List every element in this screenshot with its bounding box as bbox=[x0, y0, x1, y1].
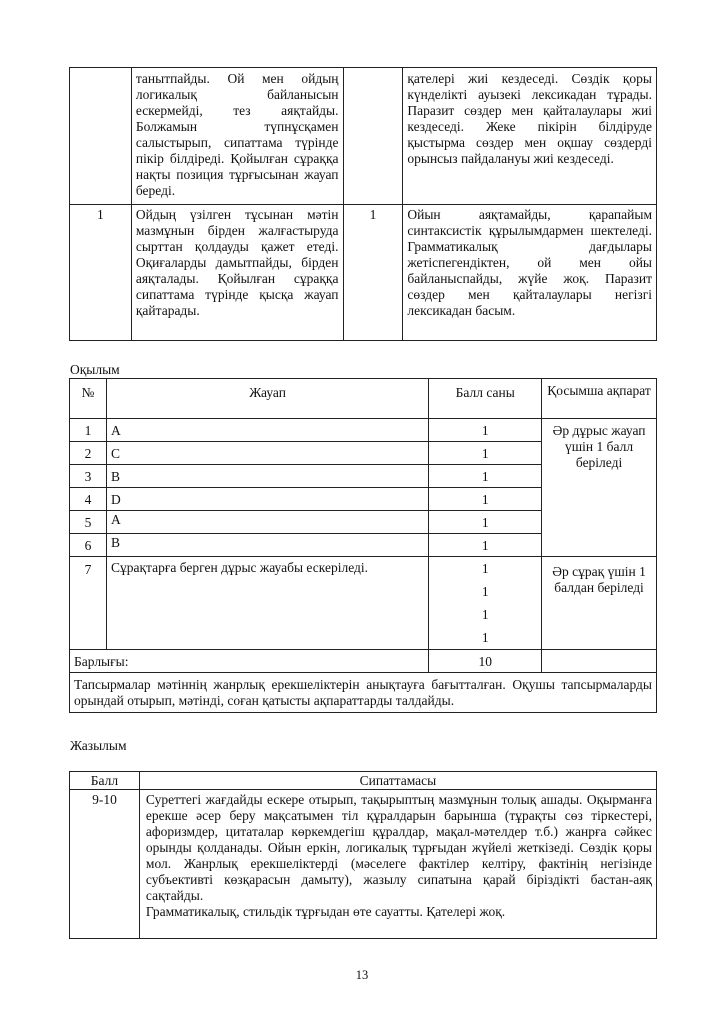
header-number: № bbox=[70, 379, 107, 419]
extra-info-note: Әр дұрыс жауап үшін 1 балл беріледі bbox=[542, 419, 657, 557]
header-points: Балл саны bbox=[429, 379, 542, 419]
reading-answers-table bbox=[69, 378, 657, 713]
footer-row bbox=[70, 673, 657, 713]
header-score: Балл bbox=[70, 772, 140, 790]
reading-footer-text: Тапсырмалар мәтіннің жанрлық ерекшеліктерін анықтауға бағытталған. Оқушы тапсырмаларды орындай отырып, мәтінді, соған қатысты ақпараттарды талдайды. bbox=[70, 673, 657, 713]
row-points: 1 bbox=[429, 465, 542, 488]
header-answer: Жауап bbox=[106, 379, 428, 419]
table-header-row bbox=[70, 772, 657, 790]
row-points: 1 bbox=[481, 561, 489, 576]
row-points: 1 bbox=[429, 488, 542, 511]
score-cell: 9-10 bbox=[70, 790, 140, 939]
criteria-text-left: Ойдың үзілген тұсынан мәтін мазмұнын бірден жалғастыруда сырттан қолдауды қажет етеді. Оқиғаларды дамытпайды, бірден аяқталады. Қойылған сұраққа сипаттама түрінде қысқа жауап қайтарады. bbox=[131, 205, 343, 341]
table-header-row bbox=[70, 379, 657, 419]
table-row bbox=[70, 68, 657, 205]
row-points: 1 bbox=[481, 584, 489, 599]
description-text-2: Грамматикалық, стильдік тұрғыдан өте сауатты. Қателері жоқ. bbox=[145, 904, 506, 919]
criteria-text-left: танытпайды. Ой мен ойдың логикалық байланысын ескермейді, тез аяқтайды. Болжамын түпнұсқамен салыстырып, сипаттама түрінде пікір білдіреді. Қойылған сұраққа нақты позиция тұрғысынан жауап береді. bbox=[131, 68, 343, 205]
total-row bbox=[70, 650, 657, 673]
table-row bbox=[70, 790, 657, 939]
extra-info-note: Әр сұрақ үшін 1 балдан беріледі bbox=[542, 557, 657, 650]
row-answer: D bbox=[106, 488, 428, 511]
row-answer: A bbox=[106, 419, 428, 442]
row-points: 1 bbox=[429, 442, 542, 465]
criteria-text-right: Ойын аяқтамайды, қарапайым синтаксистік құрылымдармен шектеледі. Грамматикалық дағдылары жетіспегендіктен, ой мен ойы байланыспайды, жүйе жоқ. Паразит сөздер мен қайталаулары негізгі лексикадан басым. bbox=[403, 205, 657, 341]
header-description: Сипаттамасы bbox=[139, 772, 656, 790]
row-points: 1 bbox=[429, 419, 542, 442]
total-label: Барлығы: bbox=[70, 650, 429, 673]
reading-section-title: Оқылым bbox=[70, 362, 120, 377]
score-cell: 1 bbox=[70, 205, 132, 341]
row-number: 7 bbox=[70, 557, 107, 650]
row-answer: C bbox=[106, 442, 428, 465]
header-extra-info: Қосымша ақпарат bbox=[542, 379, 657, 419]
description-cell bbox=[139, 790, 656, 939]
writing-section-title: Жазылым bbox=[70, 738, 127, 753]
page-number: 13 bbox=[355, 968, 369, 982]
writing-criteria-table bbox=[69, 771, 657, 939]
row-number: 5 bbox=[70, 511, 107, 534]
criteria-text-right: қателері жиі кездеседі. Сөздік қоры күнделікті ауызекі лексикадан тұрады. Паразит сөздер мен қайталаулары жиі кездеседі. Жеке пікірін білдіруде қыстырма сөздер мен оқшау сөздерді орынсыз пайдалануы жиі кездеседі. bbox=[403, 68, 657, 205]
row-points: 1 bbox=[481, 607, 489, 622]
row-number: 2 bbox=[70, 442, 107, 465]
table-row bbox=[70, 419, 657, 442]
row-number: 1 bbox=[70, 419, 107, 442]
row-answer: Сұрақтарға берген дұрыс жауабы ескеріледі. bbox=[106, 557, 428, 650]
row-points: 1 bbox=[429, 534, 542, 557]
table-row bbox=[70, 205, 657, 341]
row-number: 6 bbox=[70, 534, 107, 557]
speaking-criteria-table bbox=[69, 67, 657, 341]
row-answer: A bbox=[106, 511, 428, 534]
score-cell: 1 bbox=[343, 205, 403, 341]
row-points: 1 bbox=[429, 511, 542, 534]
row-points-list bbox=[429, 557, 542, 650]
row-number: 4 bbox=[70, 488, 107, 511]
description-text: Суреттегі жағдайды ескере отырып, тақырыптың мазмұнын толық ашады. Оқырманға ерекше әсер беру мақсатымен тіл құралдарын барынша (тұрақты сөз тіркестері, афоризмдер, цитаталар көркемдегіш құралдар, мақал-мәтелдер т.б.) жанрға сәйкес орынды қолданады. Ойын еркін, логикалық тұрғыдан жүйелі жеткізеді. Сөздік қоры мол. Жанрлық ерекшеліктерді (мәселеге фактілер келтіру, фактінің негізінде субъективті көзқарасын дамыту), жазылу сипатына қарай біріздікті бастан-аяқ сақтайды. bbox=[145, 792, 652, 903]
total-value: 10 bbox=[429, 650, 542, 673]
row-answer: B bbox=[106, 465, 428, 488]
row-points: 1 bbox=[481, 630, 489, 645]
table-row bbox=[70, 557, 657, 650]
row-answer: B bbox=[106, 534, 428, 557]
row-number: 3 bbox=[70, 465, 107, 488]
